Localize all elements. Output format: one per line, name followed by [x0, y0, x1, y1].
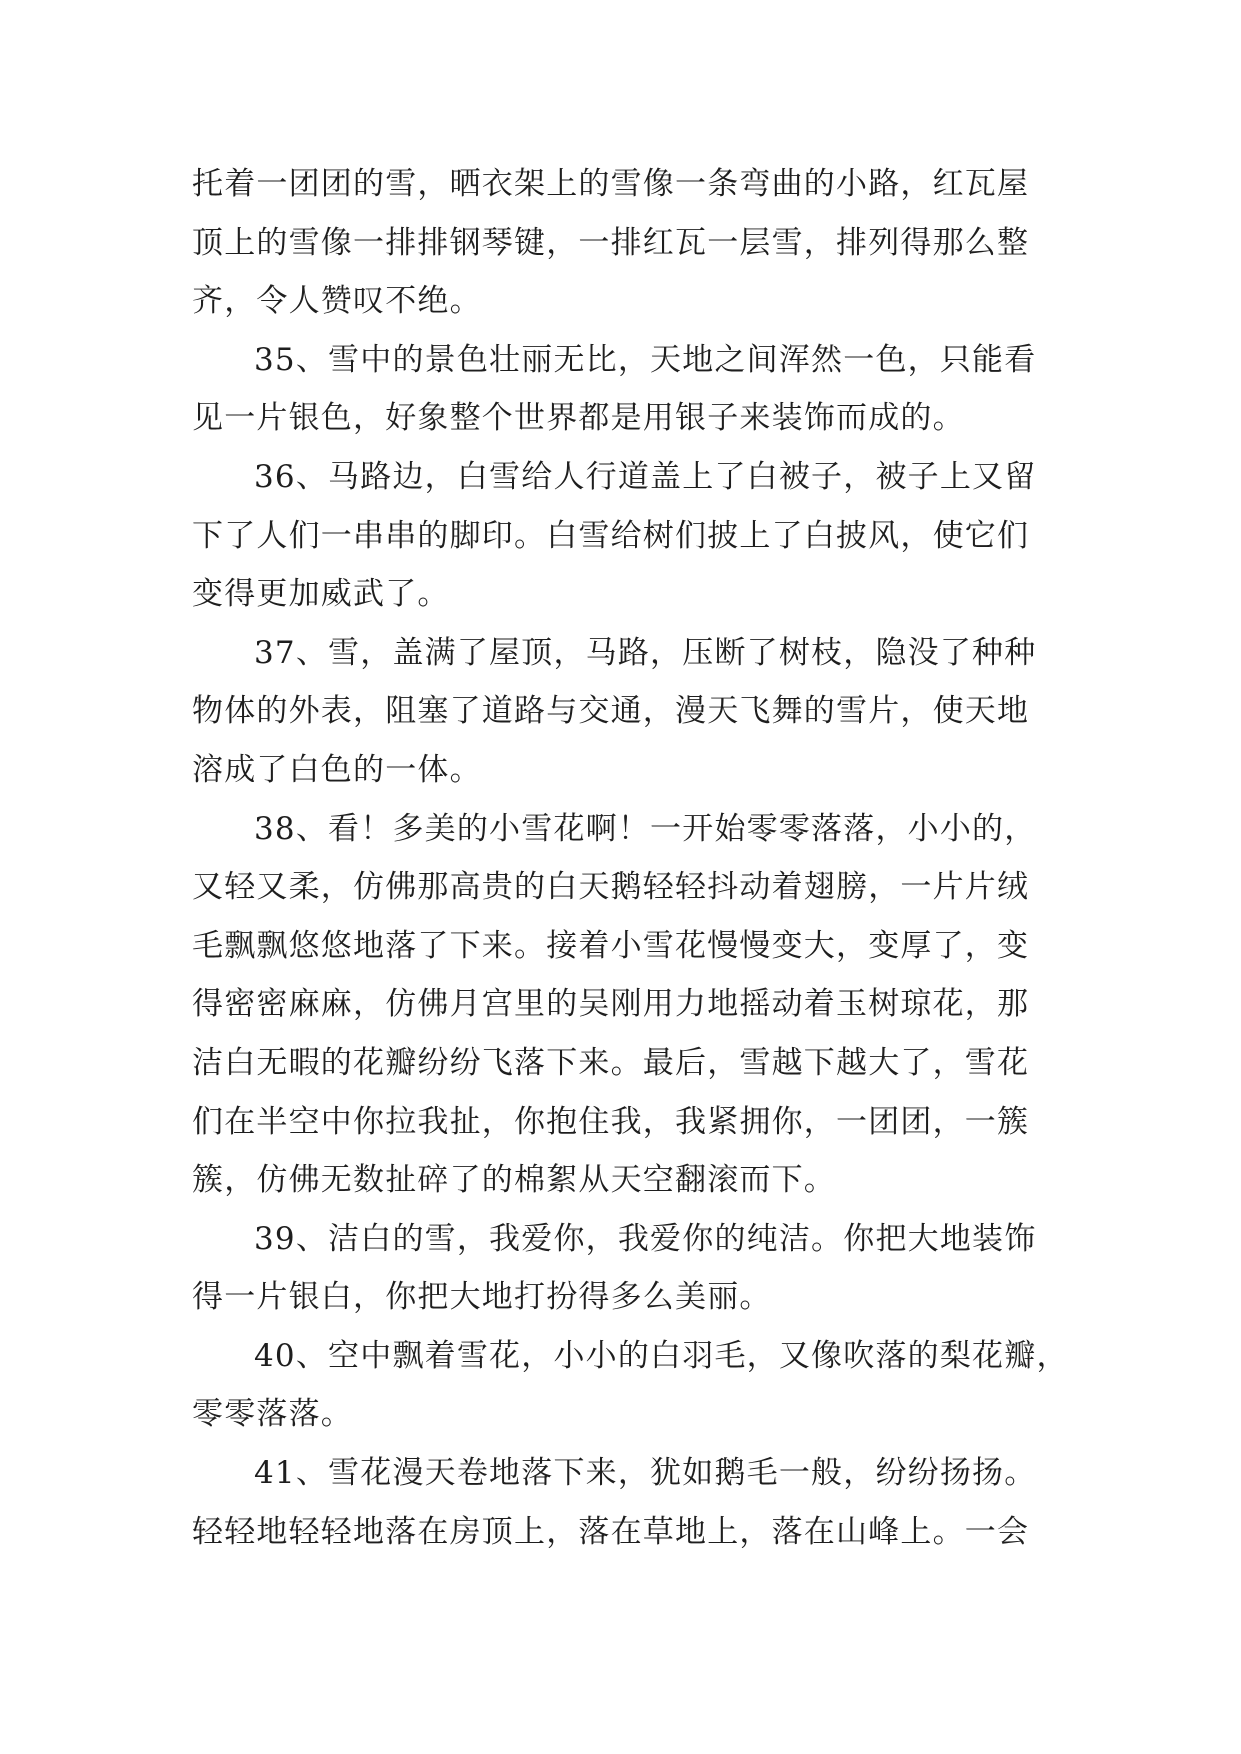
- document-body: [192, 155, 1069, 1561]
- text-line: 洁白无暇的花瓣纷纷飞落下来。最后，雪越下越大了，雪花: [192, 1044, 1030, 1081]
- text-line: 见一片银色，好象整个世界都是用银子来装饰而成的。: [192, 400, 965, 437]
- text-line: 毛飘飘悠悠地落了下来。接着小雪花慢慢变大，变厚了，变: [192, 927, 1030, 964]
- text-line: 齐，令人赞叹不绝。: [192, 283, 482, 320]
- text-line: 轻轻地轻轻地落在房顶上，落在草地上，落在山峰上。一会: [192, 1513, 1030, 1550]
- text-line: 顶上的雪像一排排钢琴键，一排红瓦一层雪，排列得那么整: [192, 224, 1030, 261]
- text-line: 溶成了白色的一体。: [192, 751, 482, 788]
- text-line: 零零落落。: [192, 1396, 353, 1433]
- paragraph-40-first-line: 40、空中飘着雪花，小小的白羽毛，又像吹落的梨花瓣，: [254, 1337, 1069, 1374]
- text-line: 物体的外表，阻塞了道路与交通，漫天飞舞的雪片，使天地: [192, 693, 1030, 730]
- paragraph-38-first-line: 38、看！多美的小雪花啊！一开始零零落落，小小的，: [254, 810, 1037, 847]
- text-line: 得一片银白，你把大地打扮得多么美丽。: [192, 1279, 772, 1316]
- text-line: 簇，仿佛无数扯碎了的棉絮从天空翻滚而下。: [192, 1162, 836, 1199]
- text-line: 下了人们一串串的脚印。白雪给树们披上了白披风，使它们: [192, 517, 1030, 554]
- text-line: 又轻又柔，仿佛那高贵的白天鹅轻轻抖动着翅膀，一片片绒: [192, 869, 1030, 906]
- text-line: 得密密麻麻，仿佛月宫里的吴刚用力地摇动着玉树琼花，那: [192, 986, 1030, 1023]
- paragraph-37-first-line: 37、雪，盖满了屋顶，马路，压断了树枝，隐没了种种: [254, 634, 1037, 671]
- paragraph-41-first-line: 41、雪花漫天卷地落下来，犹如鹅毛一般，纷纷扬扬。: [254, 1455, 1037, 1492]
- text-line: 们在半空中你拉我扯，你抱住我，我紧拥你，一团团，一簇: [192, 1103, 1030, 1140]
- text-line: 变得更加威武了。: [192, 576, 450, 613]
- text-line: 托着一团团的雪，晒衣架上的雪像一条弯曲的小路，红瓦屋: [192, 166, 1030, 202]
- paragraph-36-first-line: 36、马路边，白雪给人行道盖上了白被子，被子上又留: [254, 458, 1037, 495]
- paragraph-39-first-line: 39、洁白的雪，我爱你，我爱你的纯洁。你把大地装饰: [254, 1220, 1037, 1257]
- paragraph-35-first-line: 35、雪中的景色壮丽无比，天地之间浑然一色，只能看: [254, 341, 1037, 378]
